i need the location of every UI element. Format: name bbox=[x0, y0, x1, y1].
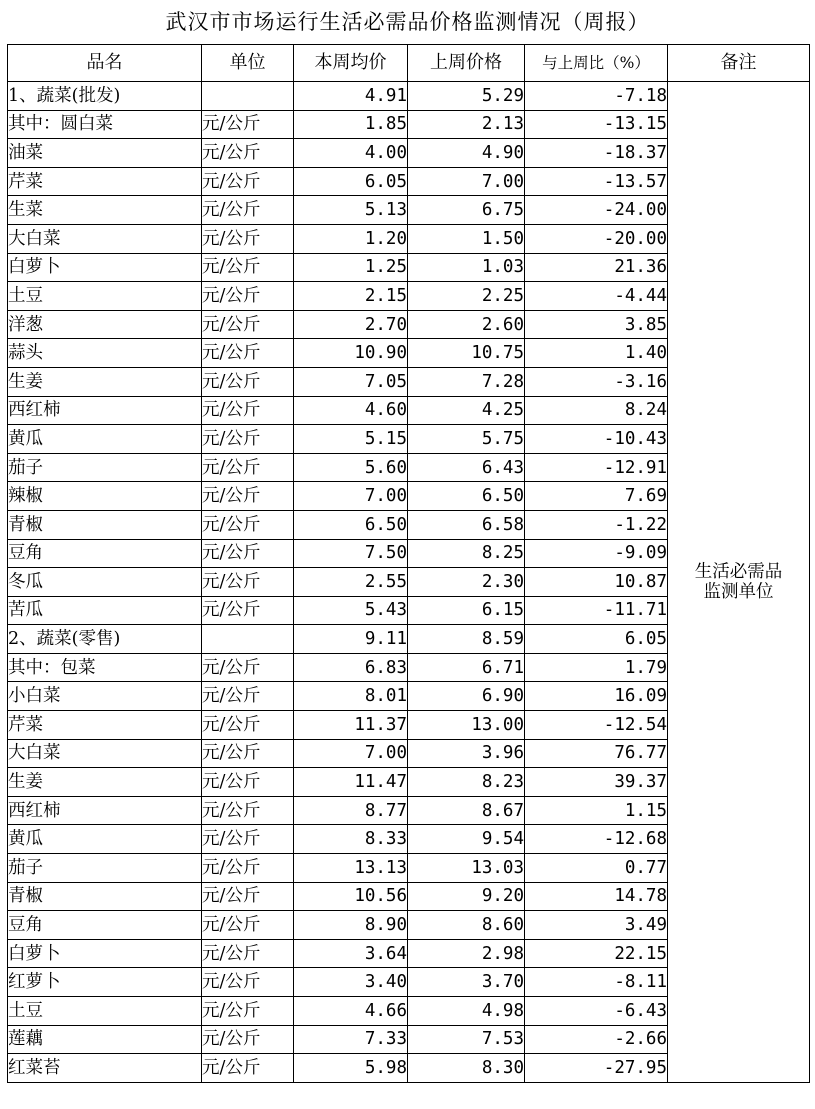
this-week-price: 11.37 bbox=[294, 711, 408, 740]
item-unit: 元/公斤 bbox=[202, 339, 294, 368]
item-unit: 元/公斤 bbox=[202, 510, 294, 539]
week-change-percent: -13.57 bbox=[525, 167, 668, 196]
item-unit: 元/公斤 bbox=[202, 882, 294, 911]
last-week-price: 3.70 bbox=[408, 968, 525, 997]
item-name: 1、蔬菜(批发) bbox=[8, 82, 202, 111]
this-week-price: 10.56 bbox=[294, 882, 408, 911]
item-unit: 元/公斤 bbox=[202, 396, 294, 425]
table-row bbox=[8, 82, 810, 111]
item-unit: 元/公斤 bbox=[202, 196, 294, 225]
item-name: 辣椒 bbox=[8, 482, 202, 511]
week-change-percent: -12.54 bbox=[525, 711, 668, 740]
week-change-percent: 3.85 bbox=[525, 310, 668, 339]
this-week-price: 5.43 bbox=[294, 596, 408, 625]
last-week-price: 2.25 bbox=[408, 282, 525, 311]
this-week-price: 7.05 bbox=[294, 367, 408, 396]
this-week-price: 6.05 bbox=[294, 167, 408, 196]
item-unit: 元/公斤 bbox=[202, 997, 294, 1026]
this-week-price: 7.33 bbox=[294, 1025, 408, 1054]
week-change-percent: 16.09 bbox=[525, 682, 668, 711]
item-name: 其中：圆白菜 bbox=[8, 110, 202, 139]
item-unit bbox=[202, 82, 294, 111]
week-change-percent: -10.43 bbox=[525, 425, 668, 454]
week-change-percent: -2.66 bbox=[525, 1025, 668, 1054]
last-week-price: 6.75 bbox=[408, 196, 525, 225]
item-name: 红菜苔 bbox=[8, 1054, 202, 1083]
item-name: 白萝卜 bbox=[8, 253, 202, 282]
item-unit: 元/公斤 bbox=[202, 796, 294, 825]
week-change-percent: -27.95 bbox=[525, 1054, 668, 1083]
last-week-price: 6.50 bbox=[408, 482, 525, 511]
last-week-price: 9.20 bbox=[408, 882, 525, 911]
item-name: 小白菜 bbox=[8, 682, 202, 711]
item-name: 莲藕 bbox=[8, 1025, 202, 1054]
item-unit: 元/公斤 bbox=[202, 367, 294, 396]
last-week-price: 6.58 bbox=[408, 510, 525, 539]
item-name: 生姜 bbox=[8, 367, 202, 396]
item-unit: 元/公斤 bbox=[202, 310, 294, 339]
week-change-percent: -7.18 bbox=[525, 82, 668, 111]
item-name: 大白菜 bbox=[8, 224, 202, 253]
item-name: 黄瓜 bbox=[8, 425, 202, 454]
this-week-price: 6.50 bbox=[294, 510, 408, 539]
item-unit: 元/公斤 bbox=[202, 167, 294, 196]
item-name: 土豆 bbox=[8, 997, 202, 1026]
item-name: 白萝卜 bbox=[8, 939, 202, 968]
item-name: 苦瓜 bbox=[8, 596, 202, 625]
item-name: 生菜 bbox=[8, 196, 202, 225]
this-week-price: 4.00 bbox=[294, 139, 408, 168]
item-unit: 元/公斤 bbox=[202, 110, 294, 139]
note-cell bbox=[668, 82, 810, 1083]
this-week-price: 9.11 bbox=[294, 625, 408, 654]
item-unit: 元/公斤 bbox=[202, 768, 294, 797]
week-change-percent: -8.11 bbox=[525, 968, 668, 997]
week-change-percent: -3.16 bbox=[525, 367, 668, 396]
last-week-price: 2.98 bbox=[408, 939, 525, 968]
item-name: 黄瓜 bbox=[8, 825, 202, 854]
item-name: 其中：包菜 bbox=[8, 653, 202, 682]
item-unit: 元/公斤 bbox=[202, 1054, 294, 1083]
header-change: 与上周比（%） bbox=[525, 45, 668, 82]
item-name: 豆角 bbox=[8, 911, 202, 940]
item-name: 大白菜 bbox=[8, 739, 202, 768]
header-row bbox=[8, 45, 810, 82]
last-week-price: 4.98 bbox=[408, 997, 525, 1026]
this-week-price: 2.70 bbox=[294, 310, 408, 339]
item-unit: 元/公斤 bbox=[202, 1025, 294, 1054]
week-change-percent: -18.37 bbox=[525, 139, 668, 168]
week-change-percent: 14.78 bbox=[525, 882, 668, 911]
week-change-percent: 21.36 bbox=[525, 253, 668, 282]
week-change-percent: -13.15 bbox=[525, 110, 668, 139]
this-week-price: 10.90 bbox=[294, 339, 408, 368]
item-unit: 元/公斤 bbox=[202, 539, 294, 568]
last-week-price: 6.71 bbox=[408, 653, 525, 682]
item-unit: 元/公斤 bbox=[202, 596, 294, 625]
item-unit: 元/公斤 bbox=[202, 282, 294, 311]
this-week-price: 7.50 bbox=[294, 539, 408, 568]
item-unit: 元/公斤 bbox=[202, 139, 294, 168]
item-unit: 元/公斤 bbox=[202, 739, 294, 768]
item-unit: 元/公斤 bbox=[202, 939, 294, 968]
price-table bbox=[7, 44, 810, 1083]
this-week-price: 6.83 bbox=[294, 653, 408, 682]
last-week-price: 8.67 bbox=[408, 796, 525, 825]
last-week-price: 6.43 bbox=[408, 453, 525, 482]
last-week-price: 8.30 bbox=[408, 1054, 525, 1083]
last-week-price: 4.25 bbox=[408, 396, 525, 425]
page-title: 武汉市市场运行生活必需品价格监测情况（周报） bbox=[165, 10, 650, 34]
note-text-line: 生活必需品 bbox=[694, 561, 783, 582]
week-change-percent: 10.87 bbox=[525, 568, 668, 597]
this-week-price: 5.60 bbox=[294, 453, 408, 482]
header-name: 品名 bbox=[8, 45, 202, 82]
week-change-percent: 6.05 bbox=[525, 625, 668, 654]
item-name: 西红柿 bbox=[8, 396, 202, 425]
item-unit: 元/公斤 bbox=[202, 568, 294, 597]
last-week-price: 7.53 bbox=[408, 1025, 525, 1054]
this-week-price: 5.98 bbox=[294, 1054, 408, 1083]
last-week-price: 1.50 bbox=[408, 224, 525, 253]
this-week-price: 4.91 bbox=[294, 82, 408, 111]
item-name: 芹菜 bbox=[8, 167, 202, 196]
week-change-percent: 22.15 bbox=[525, 939, 668, 968]
this-week-price: 1.20 bbox=[294, 224, 408, 253]
item-name: 豆角 bbox=[8, 539, 202, 568]
last-week-price: 1.03 bbox=[408, 253, 525, 282]
this-week-price: 13.13 bbox=[294, 854, 408, 883]
week-change-percent: -4.44 bbox=[525, 282, 668, 311]
this-week-price: 5.13 bbox=[294, 196, 408, 225]
week-change-percent: -6.43 bbox=[525, 997, 668, 1026]
item-name: 蒜头 bbox=[8, 339, 202, 368]
item-name: 茄子 bbox=[8, 854, 202, 883]
week-change-percent: -20.00 bbox=[525, 224, 668, 253]
this-week-price: 8.90 bbox=[294, 911, 408, 940]
this-week-price: 8.77 bbox=[294, 796, 408, 825]
last-week-price: 3.96 bbox=[408, 739, 525, 768]
last-week-price: 2.13 bbox=[408, 110, 525, 139]
item-name: 西红柿 bbox=[8, 796, 202, 825]
week-change-percent: 1.79 bbox=[525, 653, 668, 682]
item-unit: 元/公斤 bbox=[202, 453, 294, 482]
item-unit: 元/公斤 bbox=[202, 854, 294, 883]
week-change-percent: -12.68 bbox=[525, 825, 668, 854]
week-change-percent: 1.15 bbox=[525, 796, 668, 825]
item-name: 芹菜 bbox=[8, 711, 202, 740]
this-week-price: 7.00 bbox=[294, 739, 408, 768]
header-note: 备注 bbox=[668, 45, 810, 82]
this-week-price: 3.64 bbox=[294, 939, 408, 968]
last-week-price: 5.75 bbox=[408, 425, 525, 454]
this-week-price: 11.47 bbox=[294, 768, 408, 797]
this-week-price: 2.15 bbox=[294, 282, 408, 311]
last-week-price: 10.75 bbox=[408, 339, 525, 368]
week-change-percent: -12.91 bbox=[525, 453, 668, 482]
last-week-price: 2.30 bbox=[408, 568, 525, 597]
this-week-price: 2.55 bbox=[294, 568, 408, 597]
item-name: 土豆 bbox=[8, 282, 202, 311]
item-unit bbox=[202, 625, 294, 654]
week-change-percent: 1.40 bbox=[525, 339, 668, 368]
item-unit: 元/公斤 bbox=[202, 911, 294, 940]
week-change-percent: -9.09 bbox=[525, 539, 668, 568]
last-week-price: 8.59 bbox=[408, 625, 525, 654]
item-name: 红萝卜 bbox=[8, 968, 202, 997]
last-week-price: 8.23 bbox=[408, 768, 525, 797]
this-week-price: 1.25 bbox=[294, 253, 408, 282]
last-week-price: 7.00 bbox=[408, 167, 525, 196]
week-change-percent: -1.22 bbox=[525, 510, 668, 539]
last-week-price: 8.25 bbox=[408, 539, 525, 568]
this-week-price: 4.60 bbox=[294, 396, 408, 425]
item-unit: 元/公斤 bbox=[202, 425, 294, 454]
header-this-week: 本周均价 bbox=[294, 45, 408, 82]
table-body bbox=[8, 82, 810, 1083]
item-name: 洋葱 bbox=[8, 310, 202, 339]
item-name: 2、蔬菜(零售) bbox=[8, 625, 202, 654]
header-unit: 单位 bbox=[202, 45, 294, 82]
item-unit: 元/公斤 bbox=[202, 653, 294, 682]
this-week-price: 4.66 bbox=[294, 997, 408, 1026]
item-name: 生姜 bbox=[8, 768, 202, 797]
item-unit: 元/公斤 bbox=[202, 711, 294, 740]
week-change-percent: 3.49 bbox=[525, 911, 668, 940]
this-week-price: 8.33 bbox=[294, 825, 408, 854]
item-unit: 元/公斤 bbox=[202, 482, 294, 511]
week-change-percent: -24.00 bbox=[525, 196, 668, 225]
item-unit: 元/公斤 bbox=[202, 253, 294, 282]
week-change-percent: 76.77 bbox=[525, 739, 668, 768]
last-week-price: 6.15 bbox=[408, 596, 525, 625]
last-week-price: 5.29 bbox=[408, 82, 525, 111]
last-week-price: 13.03 bbox=[408, 854, 525, 883]
this-week-price: 7.00 bbox=[294, 482, 408, 511]
item-name: 油菜 bbox=[8, 139, 202, 168]
week-change-percent: 39.37 bbox=[525, 768, 668, 797]
item-unit: 元/公斤 bbox=[202, 825, 294, 854]
last-week-price: 4.90 bbox=[408, 139, 525, 168]
item-unit: 元/公斤 bbox=[202, 224, 294, 253]
item-name: 茄子 bbox=[8, 453, 202, 482]
week-change-percent: -11.71 bbox=[525, 596, 668, 625]
last-week-price: 9.54 bbox=[408, 825, 525, 854]
item-name: 冬瓜 bbox=[8, 568, 202, 597]
item-name: 青椒 bbox=[8, 882, 202, 911]
last-week-price: 13.00 bbox=[408, 711, 525, 740]
item-name: 青椒 bbox=[8, 510, 202, 539]
this-week-price: 3.40 bbox=[294, 968, 408, 997]
this-week-price: 5.15 bbox=[294, 425, 408, 454]
last-week-price: 8.60 bbox=[408, 911, 525, 940]
this-week-price: 8.01 bbox=[294, 682, 408, 711]
header-last-week: 上周价格 bbox=[408, 45, 525, 82]
this-week-price: 1.85 bbox=[294, 110, 408, 139]
week-change-percent: 0.77 bbox=[525, 854, 668, 883]
last-week-price: 7.28 bbox=[408, 367, 525, 396]
week-change-percent: 8.24 bbox=[525, 396, 668, 425]
item-unit: 元/公斤 bbox=[202, 682, 294, 711]
note-text-line: 监测单位 bbox=[703, 581, 774, 602]
last-week-price: 6.90 bbox=[408, 682, 525, 711]
last-week-price: 2.60 bbox=[408, 310, 525, 339]
item-unit: 元/公斤 bbox=[202, 968, 294, 997]
week-change-percent: 7.69 bbox=[525, 482, 668, 511]
